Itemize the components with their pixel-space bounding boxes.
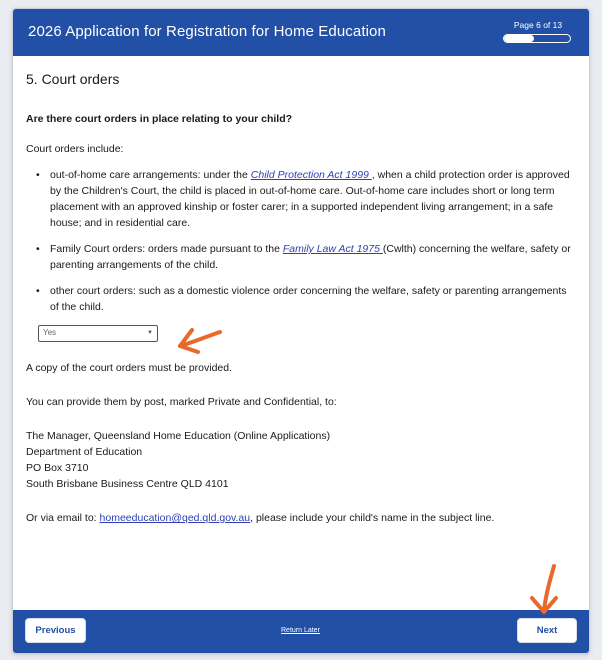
email-note	[26, 510, 578, 526]
address-line: PO Box 3710	[26, 462, 89, 474]
next-button[interactable]: Next	[517, 618, 577, 643]
list-item-text: Family Court orders: orders made pursuant to the	[50, 243, 283, 255]
main-content	[26, 71, 578, 526]
page-indicator	[503, 20, 573, 43]
list-item-text: other court orders: such as a domestic violence order concerning the welfare, safety or parenting arrangements of the child.	[50, 285, 567, 313]
list-item	[36, 241, 578, 273]
application-window	[12, 8, 590, 654]
court-orders-select[interactable]	[38, 325, 158, 342]
postal-address	[26, 428, 578, 492]
list-item	[36, 167, 578, 231]
list-item-text: , when a child protection order is approved by the Children's Court, the child is placed in out-of-home care. Out-of-home care includes short or long term placement with an approved kinship or foster carer; in a supported independent living arrangement; in a safe house; and in residential care.	[50, 169, 570, 229]
app-header	[13, 9, 589, 56]
list-item	[36, 283, 578, 315]
list-item-text: out-of-home care arrangements: under the	[50, 169, 251, 181]
address-line: Department of Education	[26, 446, 143, 458]
child-protection-act-link[interactable]: Child Protection Act 1999	[250, 169, 372, 181]
list-item-text: (Cwlth) concerning the welfare, safety or parenting arrangements of the child.	[50, 243, 571, 271]
post-note: You can provide them by post, marked Private and Confidential, to:	[26, 396, 337, 408]
progress-bar-fill	[504, 35, 534, 42]
family-law-act-link[interactable]: Family Law Act 1975	[282, 243, 383, 255]
address-line: South Brisbane Business Centre QLD 4101	[26, 478, 229, 490]
copy-note: A copy of the court orders must be provided.	[26, 362, 233, 374]
question-text: Are there court orders in place relating to your child?	[26, 113, 293, 125]
progress-bar	[503, 34, 571, 43]
email-prefix: Or via email to:	[26, 512, 100, 524]
app-title: 2026 Application for Registration for Home Education	[28, 23, 386, 40]
previous-button[interactable]: Previous	[25, 618, 86, 643]
court-orders-list	[26, 167, 578, 315]
return-later-link[interactable]: Return Later	[281, 627, 320, 634]
address-line: The Manager, Queensland Home Education (Online Applications)	[26, 430, 331, 442]
footer-bar	[13, 610, 589, 653]
intro-text: Court orders include:	[26, 143, 124, 155]
page-indicator-label: Page 6 of 13	[513, 20, 563, 30]
email-link[interactable]: homeeducation@qed.qld.gov.au	[99, 512, 251, 524]
court-orders-select-value: Yes	[43, 328, 57, 337]
email-suffix: , please include your child's name in the subject line.	[250, 512, 495, 524]
section-title: 5. Court orders	[26, 71, 120, 87]
select-arrow-icon: ▼	[147, 330, 153, 336]
